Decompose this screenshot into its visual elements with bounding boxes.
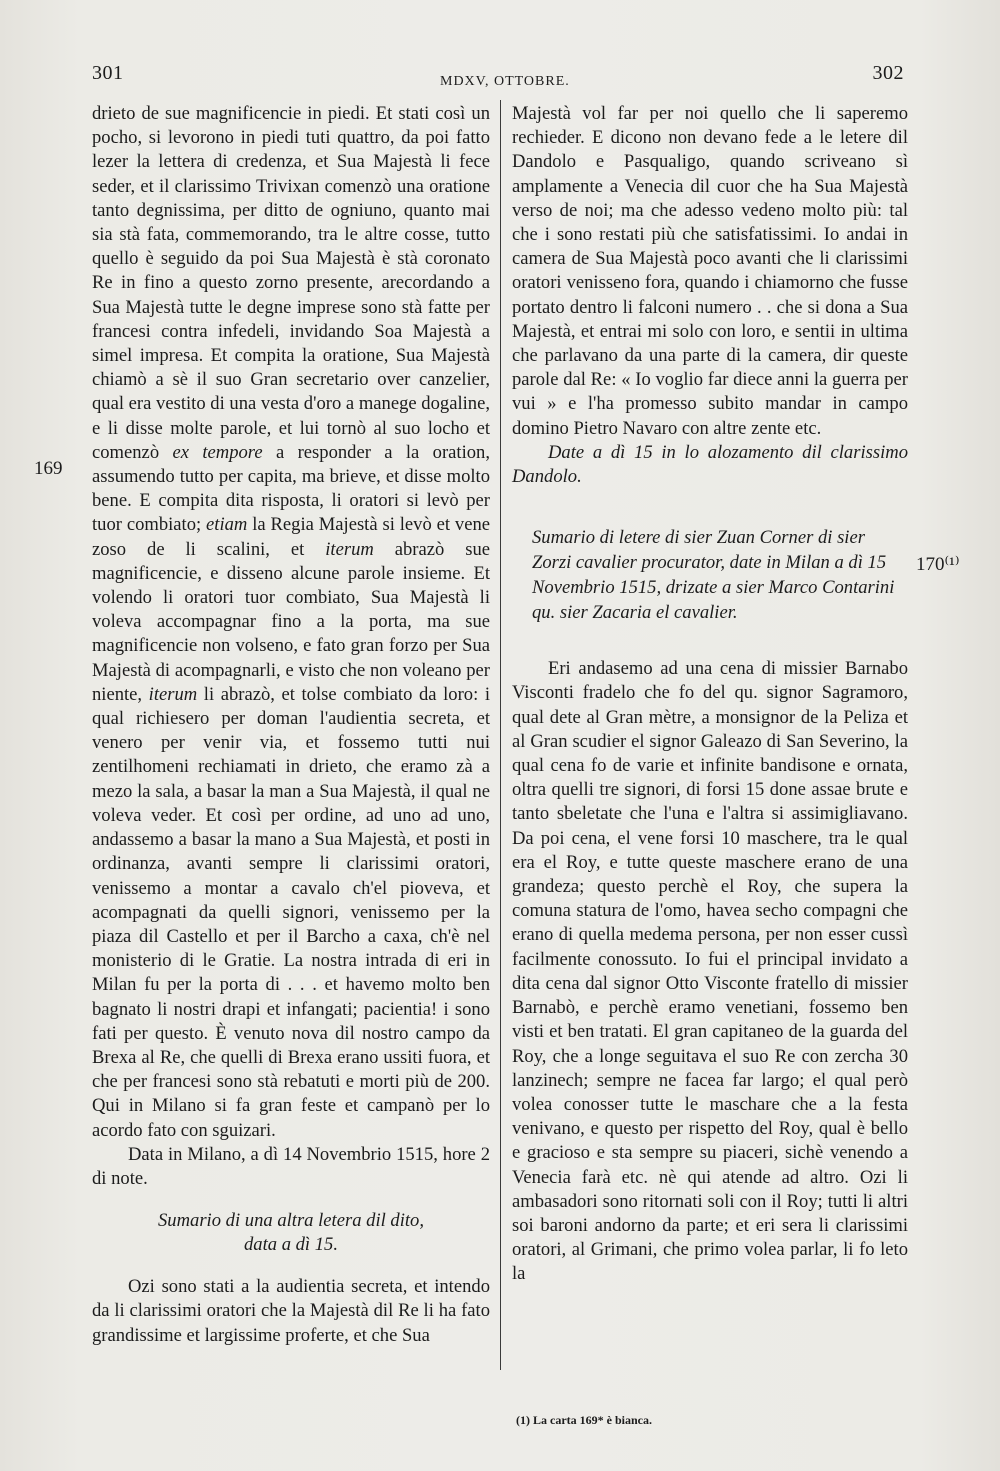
right-paragraph-2: Eri andasemo ad una cena di missier Barnabo Visconti fradelo che fo del qu. signor Sagramoro, qual dete al Gran mètre, a monsignor de la Peliza et al Gran scudier el signor Galeazo di San Severino, la qual cena fo de varie et infinite bandisone e ornata, oltra quelli tre signori, di forsi 15 done assae brute e tanto sbeletate che l'una e l'altra si assimigliavano. Da poi cena, el vene forsi 10 maschere, tra le qual era el Roy, e tutte queste maschere erano de una grandeza; questo perchè el Roy, che supera la comuna statura de l'omo, havea secho compagni che erano di quella medema persona, per non esser cussì facilmente conossuto. Io fui el principal invidato a dita cena dal signor Otto Visconte fratello di missier Barnabò, e perchè eramo venetiani, fossemo ben visti et ben tratati. El gran capitaneo de la guarda del Roy, che a longe seguitava el suo Re con zercha 30 lanzinech; sempre ne facea far largo; el qual però volea conosser tutte le maschare che a la festa venivano, e questo per rispetto del Roy, qual è bello e gracioso e sta sempre su piaceri, sichè venendo a Venecia farà etc. nè qui atende ad altro. Ozi li ambasadori sono ritornati soli con il Roy; tutti li altri soi baroni andorno da parte; et eri sera li clarissimi oratori, al Grimani, che primo volea parlar, li fo leto la (512, 658, 908, 1285)
text-run: la Regia Majestà si levò et vene zoso de li scalini, et (92, 514, 490, 560)
heading-line: data a dì 15. (243, 1234, 338, 1256)
text-run: abrazò sue magnificencie, e disseno alcune parole insieme. Et volendo li oratori tuor combiato, Sua Majestà li voleva accompagnar fino a la porta, ma sue magnificencie non volseno, e fato gran forzo per Sua Majestà di acompagnarli, e visto che non voleano per niente, (92, 538, 490, 705)
left-date-paragraph: Data in Milano, a dì 14 Novembrio 1515, hore 2 di note. (92, 1143, 490, 1189)
running-header: MDXV, OTTOBRE. (440, 74, 570, 89)
left-margin-folio: 169 (34, 458, 63, 479)
right-column (512, 102, 908, 1287)
right-paragraph-1: Majestà vol far per noi quello che li saperemo rechieder. E dicono non devano fede a le letere dil Dandolo e Pasqualigo, quando scriveano sì amplamente a Venecia dil cuor che ha Sua Majestà verso de noi; ma che adesso vedeno molto più: tal che i sono restati più che satisfatissimi. Io andai in camera de Sua Majestà poco avanti che li clarissimi oratori venisseno fora, quando i chiamorno che fusse portato dentro li falconi numero . . che si dona a Sua Majestà, et entrai mi solo con loro, e sentii in ultima che parlavano da una parte di la camera, dir queste parole dal Re: « Io voglio far diece anni la guerra per vui » e l'ha promesso subito mandar in campo domino Pietro Navaro con altre zente etc. (512, 103, 908, 439)
text-run: a responder a la oration, assumendo tutto per capita, ma brieve, et disse molto bene. E compita dita risposta, li oratori si levò per tuor combiato; (92, 441, 490, 536)
right-section-heading: Sumario di letere di sier Zuan Corner di sier Zorzi cavalier procurator, date in Milan a dì 15 Novembrio 1515, drizate a sier Marco Contarini qu. sier Zacaria el cavalier. (532, 527, 895, 624)
italic-term: iterum (325, 538, 374, 560)
italic-term: etiam (206, 514, 248, 536)
footnote: (1) La carta 169* è bianca. (516, 1413, 652, 1427)
right-page-number: 302 (872, 62, 904, 84)
right-margin-folio: 170⁽¹⁾ (916, 554, 960, 575)
left-section-heading (92, 1209, 490, 1257)
left-page-number: 301 (92, 62, 124, 84)
left-column (92, 102, 490, 1348)
left-paragraph-3: Ozi sono stati a la audientia secreta, et intendo da li clarissimi oratori che la Majestà dil Re li ha fato grandissime et largissime proferte, et che Sua (92, 1276, 490, 1346)
text-run: drieto de sue magnificencie in piedi. Et stati così un pocho, si levorono in piedi tuti quattro, da poi fatto lezer la lettera di credenza, et Sua Majestà li fece seder, et il clarissimo Trivixan comenzò una oratione tanto degnissima, per ditto de ogniuno, quanto mai sia stà fata, commemorando, tra le altre cosse, tutto quello è seguido da poi Sua Majestà è stà coronato Re in fino a questo zorno presente, arecordando a Sua Majestà tutte le degne imprese sono stà fatte per francesi contra infedeli, invidando Soa Majestà a simel impresa. Et compita la oratione, Sua Majestà chiamò a sè il suo Gran secretario over canzelier, qual era vestito di una vesta d'oro a manege dogaline, e li disse molte parole, et lui tornò al suo locho et comenzò (92, 103, 490, 463)
column-divider (500, 100, 501, 1370)
text-run: li abrazò, et tolse combiato da loro: i qual richiesero per doman l'audientia secreta, et venero per venir via, et fossemo tutti nui zentilhomeni rechiamati in drieto, che eramo zà a mezo la sala, a basar la man a Sua Majestà, il qual ne voleva veder. Et così per ordine, ad uno ad uno, andassemo a basar la mano a Sua Majestà, et posti in ordinanza, avanti sempre li clarissimi oratori, venissemo a montar a cavalo ch'el pioveva, et acompagnati da quelli signori, venissemo per la piaza dil Castello et per il Barcho a caxa, ch'è nel monisterio di le Gratie. La nostra intrada di eri in Milan fu per la porta di . . . et havemo molto ben bagnato li nostri drapi et infangati; pacientia! i sono fati per questo. È venuto nova dil nostro campo da Brexa al Re, che quelli di Brexa erano ussiti fuora, et che per francesi sono stà rebatuti e morti più de 200. Qui in Milano si fa gran feste et campanò per lo acordo fato con sguizari. (92, 683, 490, 1141)
italic-term: iterum (148, 683, 198, 705)
heading-line: Sumario di una altra letera dil dito, (158, 1210, 424, 1232)
left-paragraph-1 (92, 102, 490, 1143)
right-date-line: Date a dì 15 in lo alozamento dil clarissimo Dandolo. (512, 441, 908, 488)
italic-term: ex tempore (172, 441, 263, 463)
